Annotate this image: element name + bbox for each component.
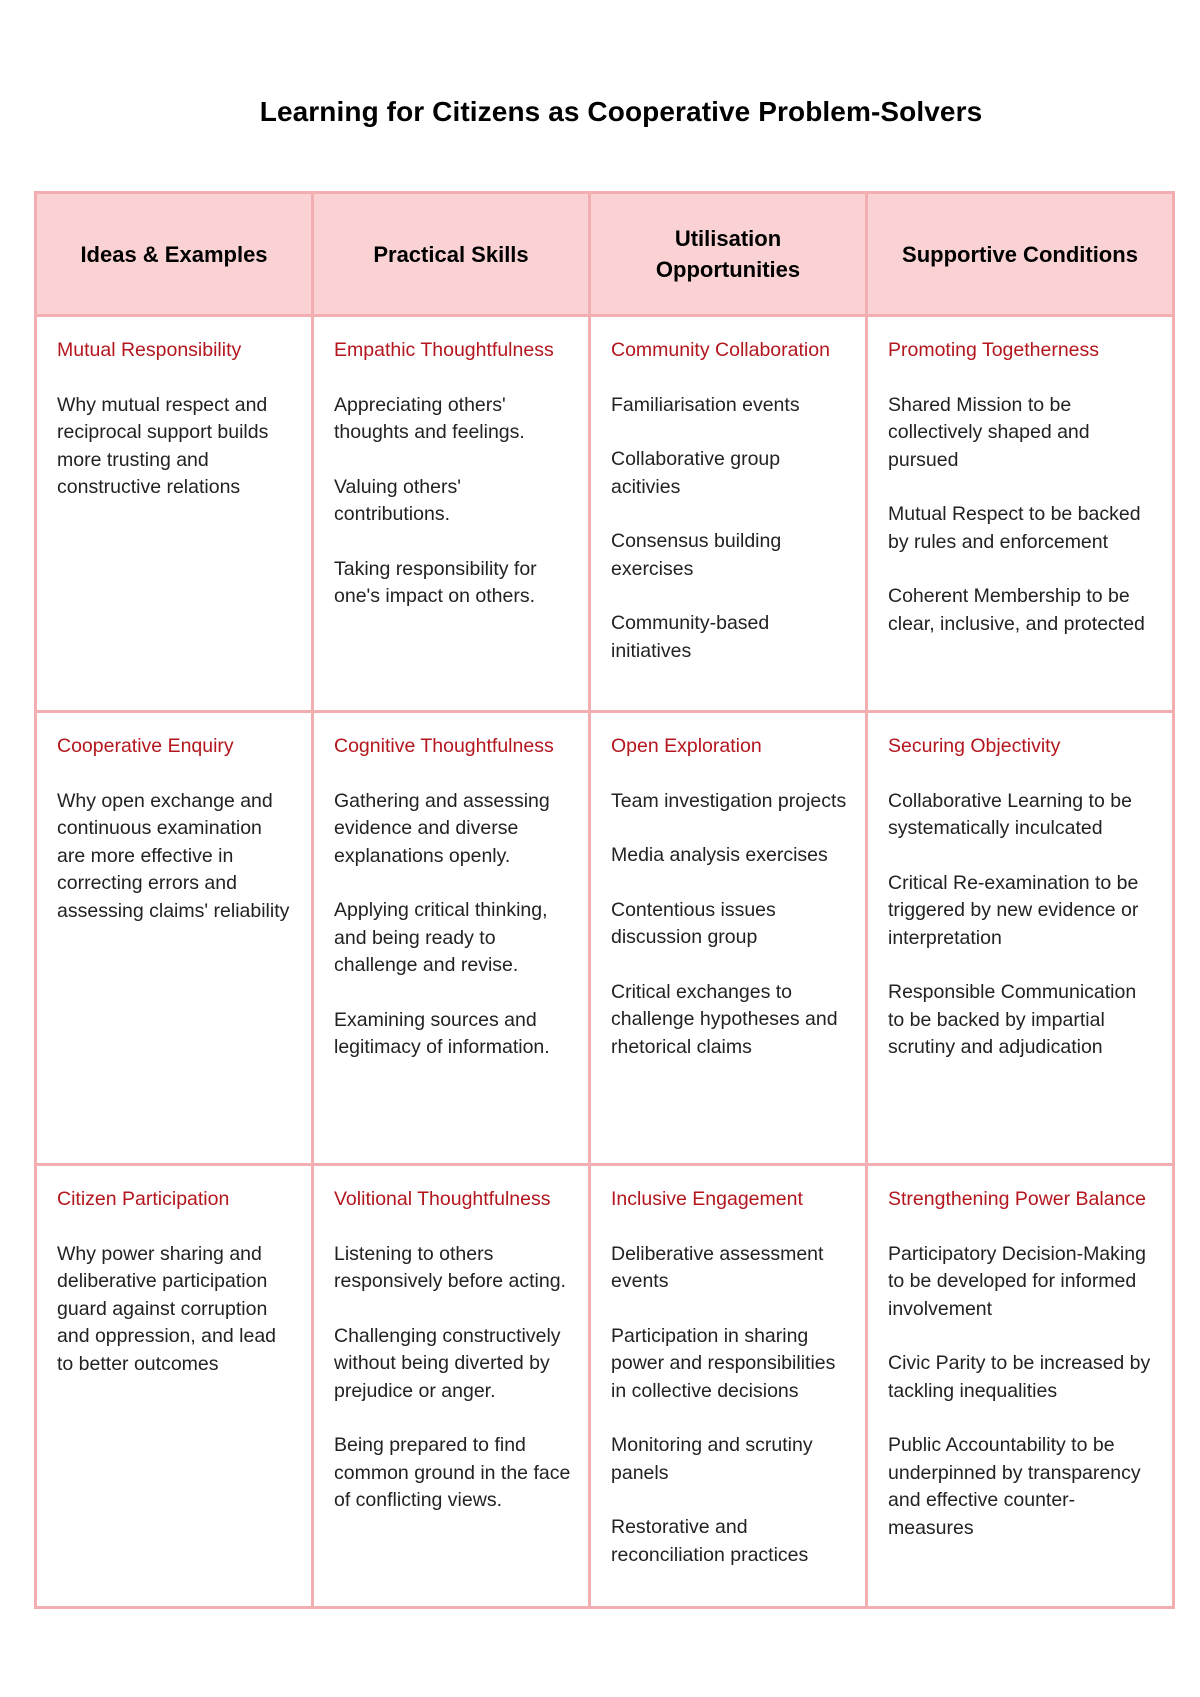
learning-table bbox=[34, 191, 1175, 1609]
cell-item: Gathering and assessing evidence and diverse explanations openly. bbox=[334, 789, 550, 867]
conditions-cell bbox=[867, 1165, 1174, 1608]
cell-heading: Inclusive Engagement bbox=[611, 1188, 803, 1210]
skills-cell bbox=[313, 712, 590, 1165]
cell-item: Examining sources and legitimacy of information. bbox=[334, 1008, 550, 1058]
cell-item: Appreciating others' thoughts and feelings. bbox=[334, 393, 525, 443]
table-row bbox=[36, 316, 1174, 712]
cell-heading: Empathic Thoughtfulness bbox=[334, 339, 554, 361]
cell-item: Familiarisation events bbox=[611, 393, 800, 416]
header-practical-skills: Practical Skills bbox=[313, 193, 590, 316]
opportunities-cell bbox=[590, 1165, 867, 1608]
cell-item: Taking responsibility for one's impact on others. bbox=[334, 557, 537, 607]
cell-heading: Mutual Responsibility bbox=[57, 339, 242, 361]
cell-item: Restorative and reconciliation practices bbox=[611, 1516, 809, 1566]
opportunities-cell bbox=[590, 712, 867, 1165]
cell-heading: Volitional Thoughtfulness bbox=[334, 1188, 551, 1210]
cell-item: Shared Mission to be collectively shaped and pursued bbox=[888, 393, 1090, 471]
ideas-cell bbox=[36, 316, 313, 712]
cell-item: Mutual Respect to be backed by rules and enforcement bbox=[888, 503, 1141, 553]
cell-heading: Cooperative Enquiry bbox=[57, 735, 234, 757]
cell-item: Team investigation projects bbox=[611, 789, 847, 812]
cell-item: Deliberative assessment events bbox=[611, 1242, 824, 1292]
header-supportive-conditions: Supportive Conditions bbox=[867, 193, 1174, 316]
cell-item: Challenging constructively without being diverted by prejudice or anger. bbox=[334, 1324, 561, 1402]
cell-text: Why power sharing and deliberative participation guard against corruption and oppression, and lead to better outcomes bbox=[57, 1242, 277, 1375]
cell-item: Contentious issues discussion group bbox=[611, 898, 776, 948]
cell-text: Why mutual respect and reciprocal support builds more trusting and constructive relations bbox=[57, 393, 269, 498]
cell-item: Civic Parity to be increased by tackling inequalities bbox=[888, 1352, 1151, 1402]
cell-heading: Open Exploration bbox=[611, 735, 762, 757]
ideas-cell bbox=[36, 712, 313, 1165]
table-row bbox=[36, 1165, 1174, 1608]
skills-cell bbox=[313, 316, 590, 712]
cell-item: Listening to others responsively before acting. bbox=[334, 1242, 566, 1292]
conditions-cell bbox=[867, 712, 1174, 1165]
cell-item: Consensus building exercises bbox=[611, 530, 782, 580]
header-ideas-examples: Ideas & Examples bbox=[36, 193, 313, 316]
opportunities-cell bbox=[590, 316, 867, 712]
cell-item: Media analysis exercises bbox=[611, 844, 828, 866]
table-row bbox=[36, 712, 1174, 1165]
cell-item: Community-based initiatives bbox=[611, 612, 770, 662]
page-title: Learning for Citizens as Cooperative Problem-Solvers bbox=[259, 96, 983, 127]
cell-item: Monitoring and scrutiny panels bbox=[611, 1434, 813, 1484]
cell-text: Why open exchange and continuous examination are more effective in correcting errors and assessing claims' reliability bbox=[57, 789, 290, 922]
ideas-cell bbox=[36, 1165, 313, 1608]
cell-heading: Citizen Participation bbox=[57, 1188, 230, 1210]
header-row bbox=[36, 193, 1174, 316]
conditions-cell bbox=[867, 316, 1174, 712]
cell-item: Applying critical thinking, and being ready to challenge and revise. bbox=[334, 899, 548, 976]
cell-heading: Strengthening Power Balance bbox=[888, 1188, 1147, 1210]
cell-item: Public Accountability to be underpinned by transparency and effective counter-measures bbox=[888, 1434, 1141, 1539]
skills-cell bbox=[313, 1165, 590, 1608]
cell-item: Collaborative group acitivies bbox=[611, 448, 781, 498]
cell-item: Valuing others' contributions. bbox=[334, 475, 461, 525]
cell-heading: Community Collaboration bbox=[611, 339, 830, 361]
cell-heading: Promoting Togetherness bbox=[888, 339, 1100, 361]
cell-item: Critical Re-examination to be triggered by new evidence or interpretation bbox=[888, 871, 1139, 949]
header-utilisation-opportunities: Utilisation Opportunities bbox=[590, 193, 867, 316]
cell-item: Coherent Membership to be clear, inclusive, and protected bbox=[888, 585, 1145, 635]
cell-item: Responsible Communication to be backed by impartial scrutiny and adjudication bbox=[888, 981, 1137, 1058]
cell-heading: Securing Objectivity bbox=[888, 735, 1061, 757]
cell-item: Collaborative Learning to be systematically inculcated bbox=[888, 789, 1132, 839]
cell-item: Participation in sharing power and responsibilities in collective decisions bbox=[611, 1324, 836, 1402]
cell-heading: Cognitive Thoughtfulness bbox=[334, 735, 554, 757]
cell-item: Critical exchanges to challenge hypotheses and rhetorical claims bbox=[611, 980, 838, 1058]
cell-item: Participatory Decision-Making to be developed for informed involvement bbox=[888, 1242, 1146, 1320]
cell-item: Being prepared to find common ground in the face of conflicting views. bbox=[334, 1434, 571, 1511]
